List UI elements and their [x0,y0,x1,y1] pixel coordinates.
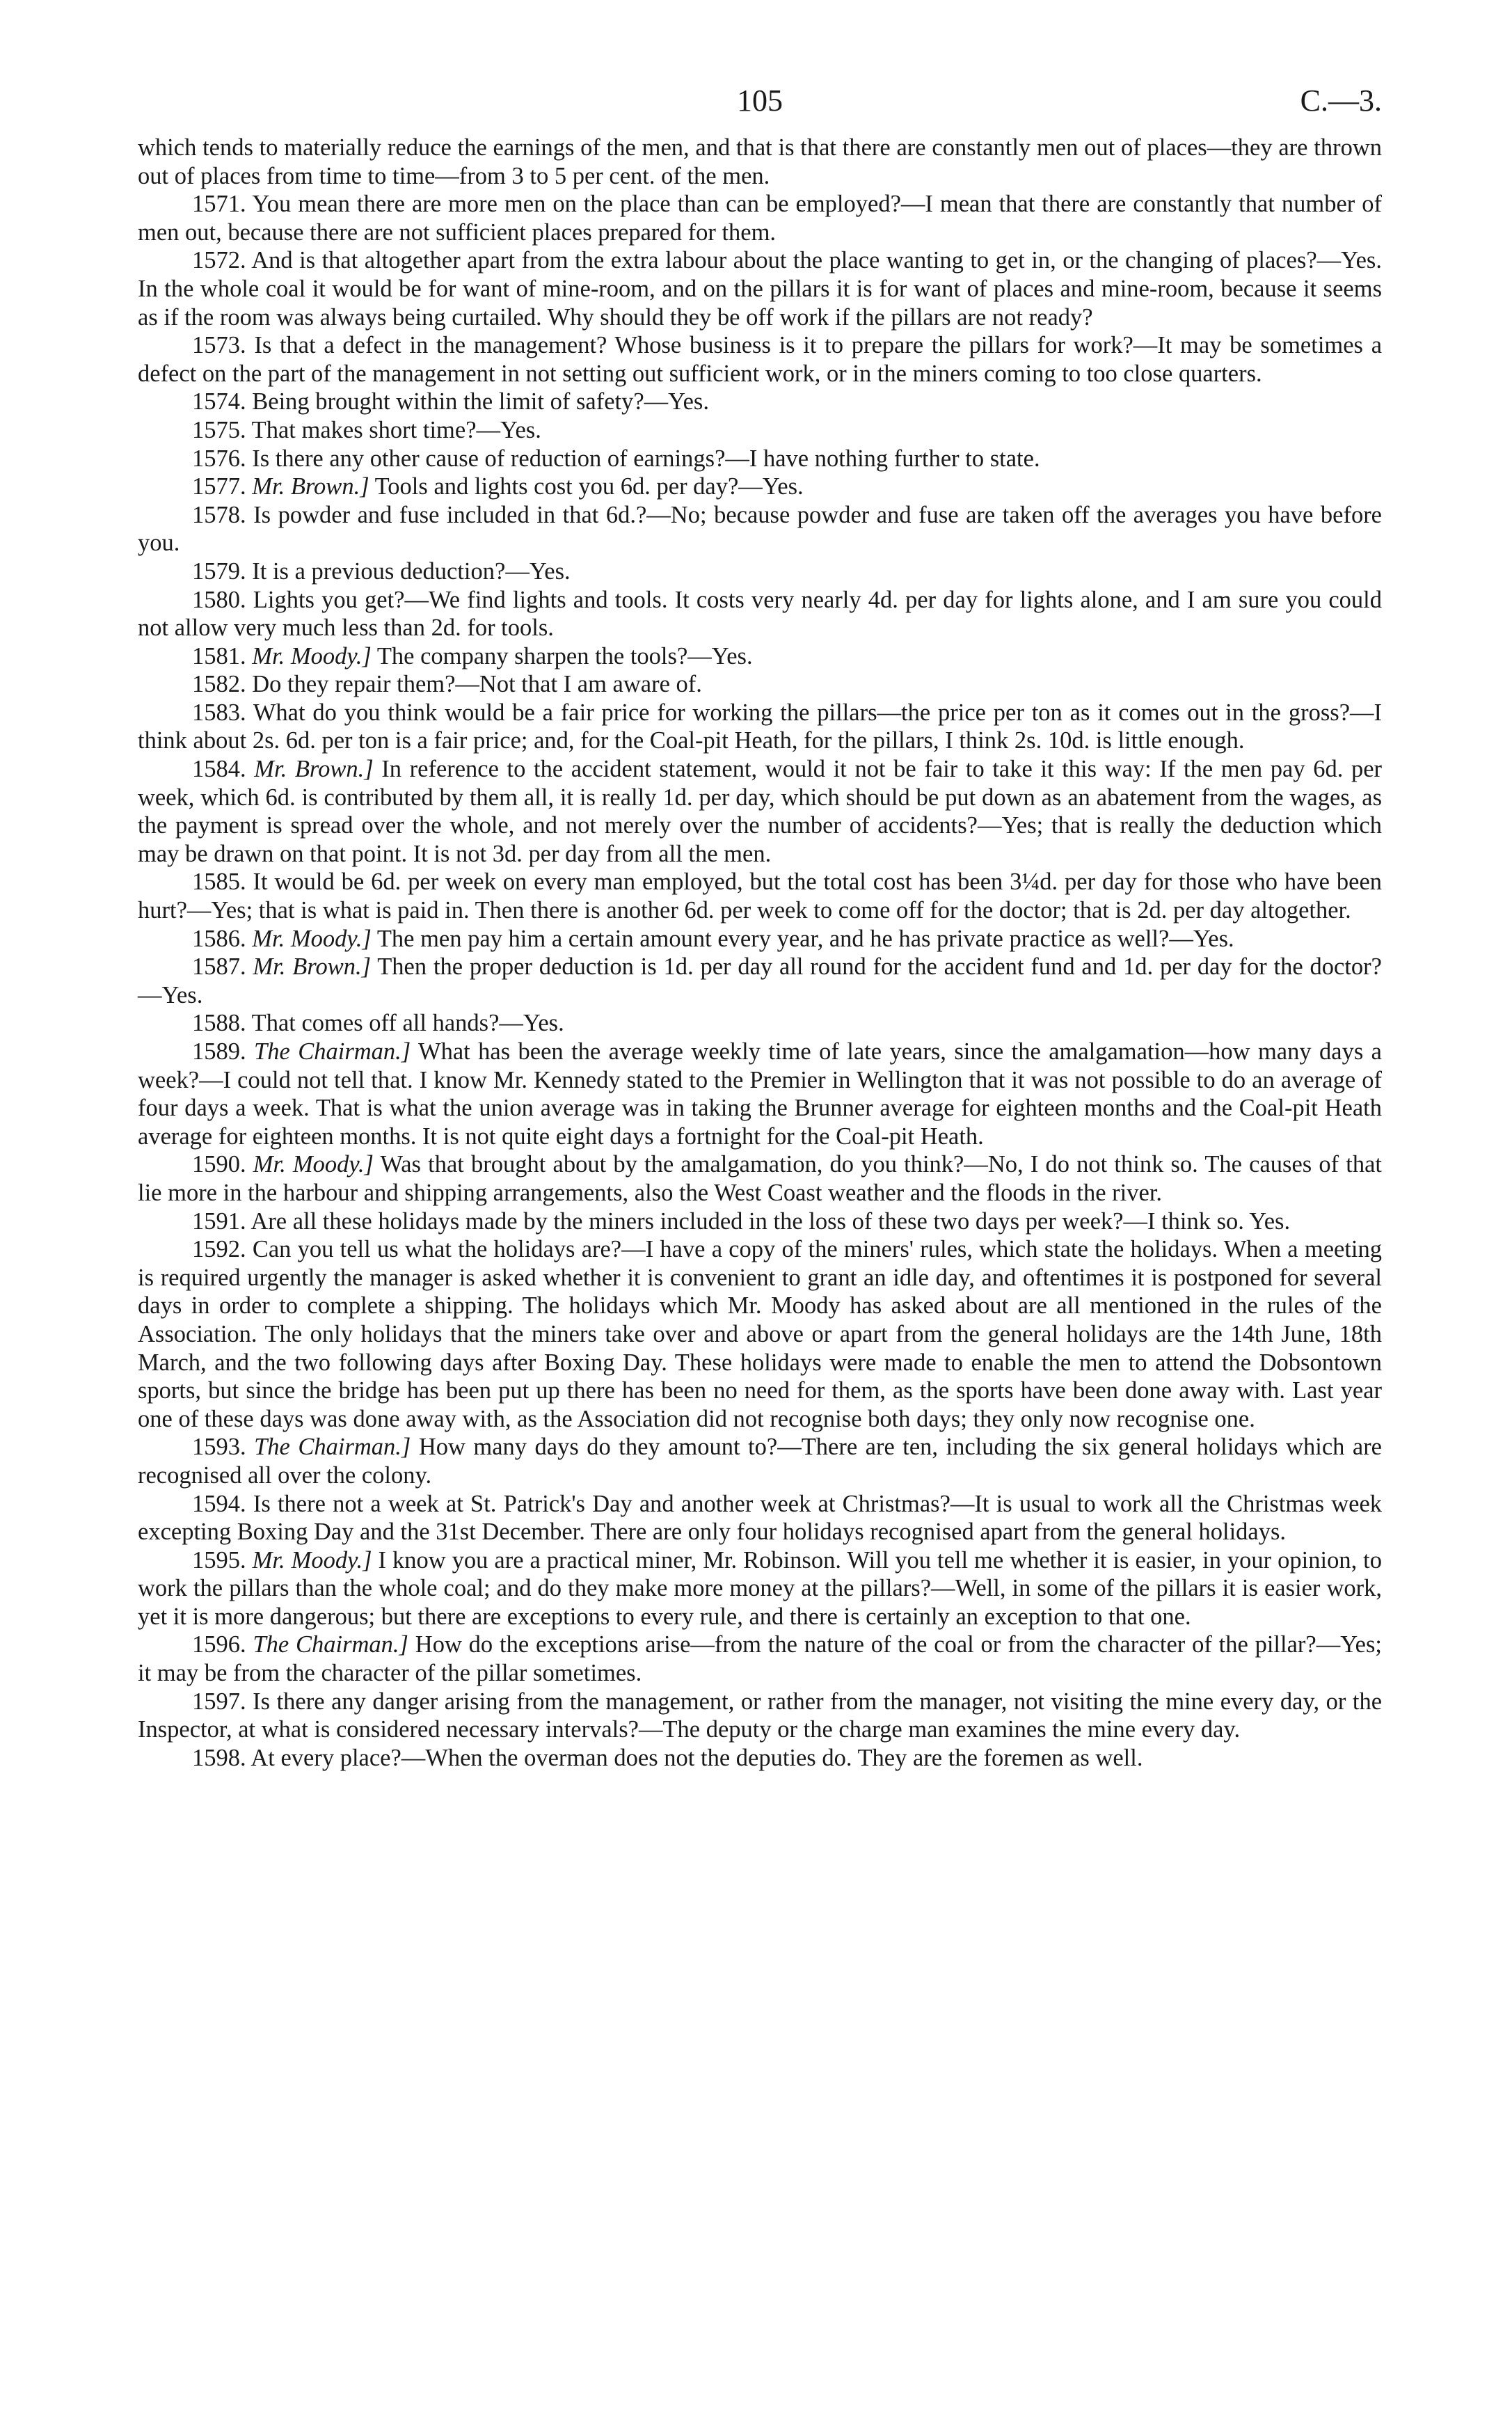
continued-paragraph [138,134,1382,190]
question-paragraph [138,1688,1382,1744]
question-paragraph [138,868,1382,924]
paragraph-text: You mean there are more men on the place than can be employed?—I mean that there are constantly that number of men out, because there are not sufficient places prepared for them. [138,191,1382,246]
question-number: 1591. [192,1207,246,1235]
paragraph-text: Was that brought about by the amalgamation, do you think?—No, I do not think so. The causes of that lie more in the harbour and shipping arrangements, also the West Coast weather and the floods in the river. [138,1151,1382,1206]
question-paragraph [138,190,1382,246]
question-number: 1579. [192,557,246,585]
question-number: 1577. [192,473,246,500]
question-number: 1571. [192,191,246,218]
question-number: 1572. [192,247,246,274]
question-paragraph [138,925,1382,953]
paragraph-text: How do the exceptions arise—from the nature of the coal or from the character of the pillar?—Yes; it may be from the character of the pillar sometimes. [138,1631,1382,1687]
paragraph-text: The company sharpen the tools?—Yes. [376,642,753,669]
question-number: 1581. [192,642,246,669]
page-number: 105 [737,84,783,118]
question-number: 1573. [192,332,246,359]
speaker-name: Mr. Moody.] [253,1151,374,1178]
question-number: 1585. [192,869,246,896]
evidence-transcript [138,134,1382,1772]
question-paragraph [138,246,1382,331]
question-number: 1583. [192,699,246,726]
question-number: 1594. [192,1490,246,1517]
question-number: 1592. [192,1236,246,1263]
question-paragraph [138,501,1382,557]
question-paragraph [138,953,1382,1009]
question-paragraph [138,755,1382,868]
speaker-name: Mr. Brown.] [253,953,372,981]
question-paragraph [138,1631,1382,1687]
question-paragraph [138,1744,1382,1773]
question-paragraph [138,1235,1382,1433]
question-number: 1586. [192,925,246,952]
speaker-name: Mr. Brown.] [252,473,369,500]
question-number: 1574. [192,388,246,415]
paragraph-text: Then the proper deduction is 1d. per day all round for the accident fund and 1d. per day for the doctor?—Yes. [138,953,1382,1008]
paragraph-text: Are all these holidays made by the miners included in the loss of these two days per week?—I think so. Yes. [250,1207,1291,1235]
question-paragraph [138,1433,1382,1489]
question-number: 1587. [192,953,246,981]
paragraph-text: It is a previous deduction?—Yes. [252,557,571,585]
question-paragraph [138,473,1382,501]
question-number: 1578. [192,501,246,528]
paragraph-text: What do you think would be a fair price for working the pillars—the price per ton as it comes out in the gross?—I think about 2s. 6d. per ton is a fair price; and, for the Coal-pit Heath, for the pillars, I think 2s. 10d. is little enough. [138,699,1382,754]
question-number: 1595. [192,1546,246,1574]
speaker-name: The Chairman.] [253,1631,408,1658]
question-paragraph [138,699,1382,755]
paragraph-text: Is there any other cause of reduction of earnings?—I have nothing further to state. [252,445,1040,472]
paragraph-text: At every place?—When the overman does not the deputies do. They are the foremen as well. [250,1744,1143,1771]
question-paragraph [138,331,1382,388]
paragraph-text: And is that altogether apart from the extra labour about the place wanting to get in, or the changing of places?—Yes. In the whole coal it would be for want of mine-room, and on the pillars it is for want of places and mine-room, because it seems as if the room was always being curtailed. Why should they be off work if the pillars are not ready? [138,247,1382,331]
page-header [138,84,1382,134]
speaker-name: The Chairman.] [254,1038,411,1065]
paragraph-text: Being brought within the limit of safety?—Yes. [252,388,709,415]
question-number: 1588. [192,1010,246,1037]
question-paragraph [138,642,1382,671]
question-number: 1597. [192,1688,246,1715]
question-number: 1593. [192,1434,246,1461]
question-paragraph [138,445,1382,473]
question-paragraph [138,1009,1382,1038]
paragraph-text: The men pay him a certain amount every year, and he has private practice as well?—Yes. [376,925,1234,952]
paragraph-text: How many days do they amount to?—There are ten, including the six general holidays which are recognised all over the colony. [138,1434,1382,1489]
speaker-name: Mr. Moody.] [252,642,372,669]
question-number: 1584. [192,756,246,783]
question-number: 1590. [192,1151,246,1178]
paragraph-text: In reference to the accident statement, would it not be fair to take it this way: If the men pay 6d. per week, which 6d. is contributed by them all, it is really 1d. per day, which should be put down as an abatement from the wages, as the payment is spread over the whole, and not merely over the number of accidents?—Yes; that is really the deduction which may be drawn on that point. It is not 3d. per day from all the men. [138,756,1383,867]
speaker-name: Mr. Brown.] [254,756,374,783]
paragraph-text: Tools and lights cost you 6d. per day?—Yes. [374,473,804,500]
question-paragraph [138,1150,1382,1207]
paragraph-text: What has been the average weekly time of late years, since the amalgamation—how many days a week?—I could not tell that. I know Mr. Kennedy stated to the Premier in Wellington that it was not possible to do an average of four days a week. That is what the union average was in taking the Brunner average for eighteen months and the Coal-pit Heath average for eighteen months. It is not quite eight days a fortnight for the Coal-pit Heath. [138,1038,1382,1150]
paragraph-text: Do they repair them?—Not that I am aware of. [252,671,702,698]
paragraph-text: Lights you get?—We find lights and tools. It costs very nearly 4d. per day for lights alone, and I am sure you could not allow very much less than 2d. for tools. [138,586,1383,642]
paragraph-text: It would be 6d. per week on every man employed, but the total cost has been 3¼d. per day for those who have been hurt?—Yes; that is what is paid in. Then there is another 6d. per week to come off for the doctor; that is 2d. per day altogether. [138,869,1383,924]
document-page [138,84,1382,1772]
speaker-name: The Chairman.] [254,1434,411,1461]
question-paragraph [138,416,1382,445]
question-number: 1576. [192,445,246,472]
question-paragraph [138,1207,1382,1236]
question-paragraph [138,388,1382,416]
paragraph-text: Is there not a week at St. Patrick's Day and another week at Christmas?—It is usual to work all the Christmas week excepting Boxing Day and the 31st December. There are only four holidays recognised apart from the general holidays. [138,1490,1383,1546]
question-number: 1596. [192,1631,246,1658]
question-paragraph [138,670,1382,699]
question-paragraph [138,1546,1382,1631]
speaker-name: Mr. Moody.] [252,925,372,952]
question-number: 1575. [192,416,246,443]
question-paragraph [138,557,1382,586]
paragraph-text: Is there any danger arising from the management, or rather from the manager, not visiting the mine every day, or the Inspector, at what is considered necessary intervals?—The deputy or the charge man examines the mine every day. [138,1688,1383,1743]
question-number: 1589. [192,1038,246,1065]
question-paragraph [138,1490,1382,1546]
paragraph-text: which tends to materially reduce the earnings of the men, and that is that there are constantly men out of places—they are thrown out of places from time to time—from 3 to 5 per cent. of the men. [138,134,1382,189]
paragraph-text: I know you are a practical miner, Mr. Robinson. Will you tell me whether it is easier, in your opinion, to work the pillars than the whole coal; and do they make more money at the pillars?—Well, in some of the pillars it is easier work, yet it is more dangerous; but there are exceptions to every rule, and there is certainly an exception to that one. [138,1546,1383,1630]
question-number: 1598. [192,1744,246,1771]
speaker-name: Mr. Moody.] [252,1546,372,1574]
question-number: 1582. [192,671,246,698]
question-paragraph [138,586,1382,642]
paragraph-text: That makes short time?—Yes. [251,416,541,443]
paragraph-text: Is powder and fuse included in that 6d.?—No; because powder and fuse are taken off the averages you have before you. [138,501,1382,557]
paragraph-text: That comes off all hands?—Yes. [251,1010,564,1037]
document-reference: C.—3. [1300,84,1382,118]
paragraph-text: Is that a defect in the management? Whose business is it to prepare the pillars for work?—It may be sometimes a defect on the part of the management in not setting out sufficient work, or in the miners coming to too close quarters. [138,332,1383,387]
question-paragraph [138,1038,1382,1150]
paragraph-text: Can you tell us what the holidays are?—I have a copy of the miners' rules, which state the holidays. When a meeting is required urgently the manager is asked whether it is convenient to grant an idle day, and oftentimes it is postponed for several days in order to complete a shipping. The holidays which Mr. Moody has asked about are all mentioned in the rules of the Association. The only holidays that the miners take over and above or apart from the general holidays are the 14th June, 18th March, and the two following days after Boxing Day. These holidays were made to enable the men to attend the Dobsontown sports, but since the bridge has been put up there has been no need for them, as the sports have been done away with. Last year one of these days was done away with, as the Association did not recognise both days; they only now recognise one. [138,1236,1382,1432]
question-number: 1580. [192,586,246,613]
